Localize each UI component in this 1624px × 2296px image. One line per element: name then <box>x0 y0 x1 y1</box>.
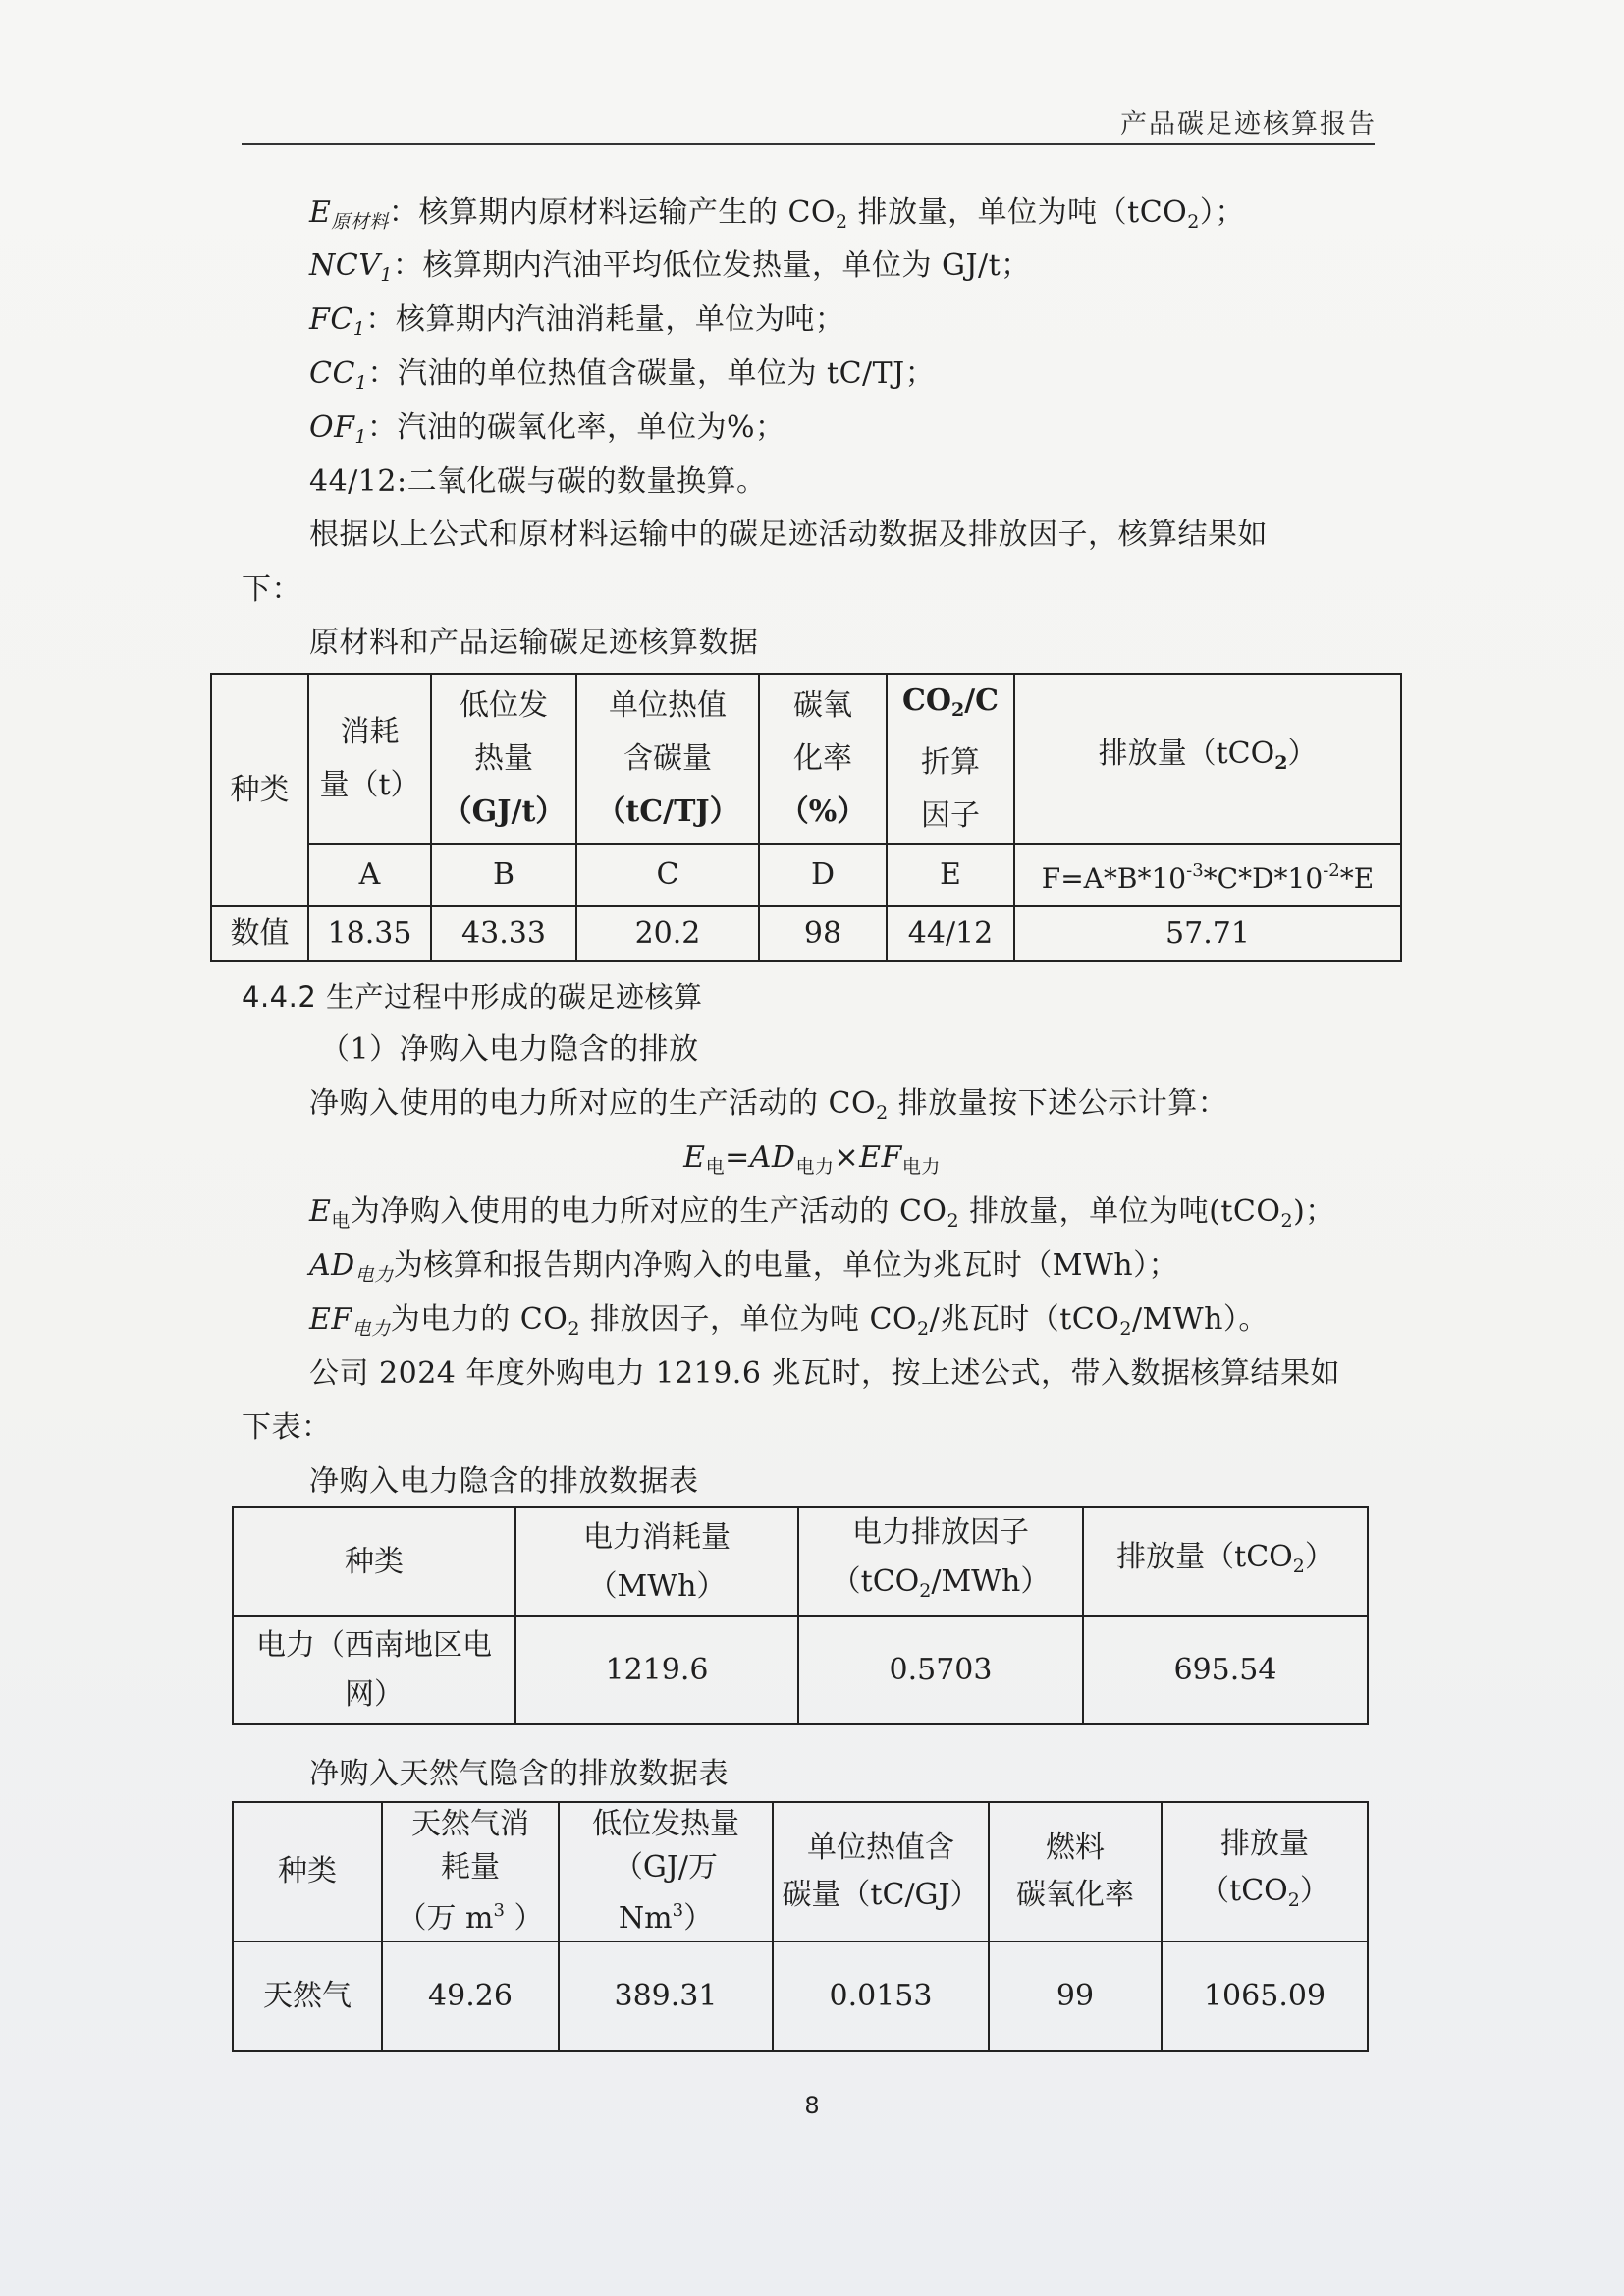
table1-header-emission: 排放量（tCO$_2$） <box>1014 674 1401 844</box>
table1-value-factor: 44/12 <box>887 906 1014 961</box>
table2-value-emission: 695.54 <box>1083 1616 1368 1724</box>
table3-caption: 净购入天然气隐含的排放数据表 <box>309 1757 729 1791</box>
table2-row-label: 电力（西南地区电 网） <box>233 1616 515 1724</box>
table3-row-label: 天然气 <box>233 1941 382 2051</box>
transport-emission-table <box>210 673 1402 962</box>
table3-header-oxidation: 燃料 碳氧化率 <box>989 1802 1162 1941</box>
definition-ef-electricity: $EF_{电力}$为电力的 $CO_2$ 排放因子，单位为吨 $CO_2/$兆瓦时（tCO$_2$/MWh）。 <box>309 1302 1269 1339</box>
table1-header-factor: $CO_2/C$ 折算 因子 <box>887 674 1014 844</box>
page-number: 8 <box>804 2092 820 2119</box>
natural-gas-emission-table <box>232 1801 1369 2052</box>
table2-value-factor: 0.5703 <box>798 1616 1083 1724</box>
table2-header-consumption: 电力消耗量 （MWh） <box>515 1507 798 1616</box>
electricity-emission-table <box>232 1506 1369 1725</box>
table1-header-ncv: 低位发 热量 （GJ/t） <box>431 674 576 844</box>
paragraph-results-intro: 根据以上公式和原材料运输中的碳足迹活动数据及排放因子，核算结果如 <box>309 518 1268 552</box>
table3-header-carbon-content: 单位热值含 碳量（tC/GJ） <box>773 1802 989 1941</box>
table1-header-carbon-content: 单位热值 含碳量 （tC/TJ） <box>576 674 759 844</box>
table1-letter-c: C <box>576 844 759 906</box>
definition-fc: $FC_1$：核算期内汽油消耗量，单位为吨； <box>309 302 845 340</box>
table1-letter-e: E <box>887 844 1014 906</box>
conversion-note: 44/12:二氧化碳与碳的数量换算。 <box>309 465 767 499</box>
table1-formula: $F=A*B*10^{-3}*C*D*10^{-2}*E$ <box>1014 844 1401 906</box>
table2-header-type: 种类 <box>233 1507 515 1616</box>
table3-header-consumption: 天然气消 耗量 （万 $m^3$ ） <box>382 1802 559 1941</box>
table1-value-ncv: 43.33 <box>431 906 576 961</box>
electricity-formula: $E_电=AD_{电力}\times EF_{电力}$ <box>683 1140 941 1177</box>
table1-row-label: 数值 <box>211 906 308 961</box>
paragraph-electricity-purchase-end: 下表： <box>242 1410 332 1445</box>
table3-value-consumption: 49.26 <box>382 1941 559 2051</box>
table1-value-carbon-content: 20.2 <box>576 906 759 961</box>
table3-value-oxidation: 99 <box>989 1941 1162 2051</box>
table1-value-consumption: 18.35 <box>308 906 431 961</box>
table1-caption: 原材料和产品运输碳足迹核算数据 <box>309 626 759 660</box>
table3-value-ncv: 389.31 <box>559 1941 773 2051</box>
definition-cc: $CC_1$：汽油的单位热值含碳量，单位为 tC/TJ； <box>309 356 936 394</box>
definition-of: $OF_1$：汽油的碳氧化率，单位为%； <box>309 410 785 448</box>
table2-value-consumption: 1219.6 <box>515 1616 798 1724</box>
table2-header-factor: 电力排放因子 （tCO$_2$/MWh） <box>798 1507 1083 1616</box>
definition-ad-electricity: $AD_{电力}$为核算和报告期内净购入的电量，单位为兆瓦时（MWh）； <box>309 1248 1179 1285</box>
table1-header-oxidation: 碳氧 化率 （%） <box>759 674 887 844</box>
table1-header-consumption: 消耗 量（t） <box>308 674 431 844</box>
definition-e-material: $E_{原材料}$：核算期内原材料运输产生的 $CO_2$ 排放量，单位为吨（tCO$_2$）； <box>309 195 1245 233</box>
table1-value-oxidation: 98 <box>759 906 887 961</box>
definition-e-electricity: $E_电$为净购入使用的电力所对应的生产活动的 $CO_2$ 排放量，单位为吨(tCO$_2$)； <box>309 1194 1335 1231</box>
header-title: 产品碳足迹核算报告 <box>1120 109 1377 139</box>
table1-header-type: 种类 <box>211 674 308 906</box>
table1-letter-d: D <box>759 844 887 906</box>
paragraph-electricity-purchase: 公司 2024 年度外购电力 1219.6 兆瓦时，按上述公式，带入数据核算结果如 <box>309 1356 1340 1391</box>
table3-header-type: 种类 <box>233 1802 382 1941</box>
paragraph-results-intro-end: 下： <box>242 573 301 607</box>
table1-letter-a: A <box>308 844 431 906</box>
table3-value-emission: 1065.09 <box>1162 1941 1368 2051</box>
table3-value-carbon-content: 0.0153 <box>773 1941 989 2051</box>
table3-header-ncv: 低位发热量 （GJ/万 Nm$^3$） <box>559 1802 773 1941</box>
paragraph-electricity-formula-intro: 净购入使用的电力所对应的生产活动的 $CO_2$ 排放量按下述公示计算： <box>309 1086 1228 1123</box>
definition-ncv: $NCV_1$：核算期内汽油平均低位发热量，单位为 GJ/t； <box>309 248 1031 286</box>
table2-caption: 净购入电力隐含的排放数据表 <box>309 1464 699 1499</box>
subheading-electricity: （1）净购入电力隐含的排放 <box>320 1032 699 1066</box>
table2-header-emission: 排放量（tCO$_2$） <box>1083 1507 1368 1616</box>
table1-letter-b: B <box>431 844 576 906</box>
header-rule <box>242 143 1375 145</box>
table1-value-emission: 57.71 <box>1014 906 1401 961</box>
section-heading-4-4-2: 4.4.2 生产过程中形成的碳足迹核算 <box>242 980 703 1013</box>
table3-header-emission: 排放量 （tCO$_2$） <box>1162 1802 1368 1941</box>
